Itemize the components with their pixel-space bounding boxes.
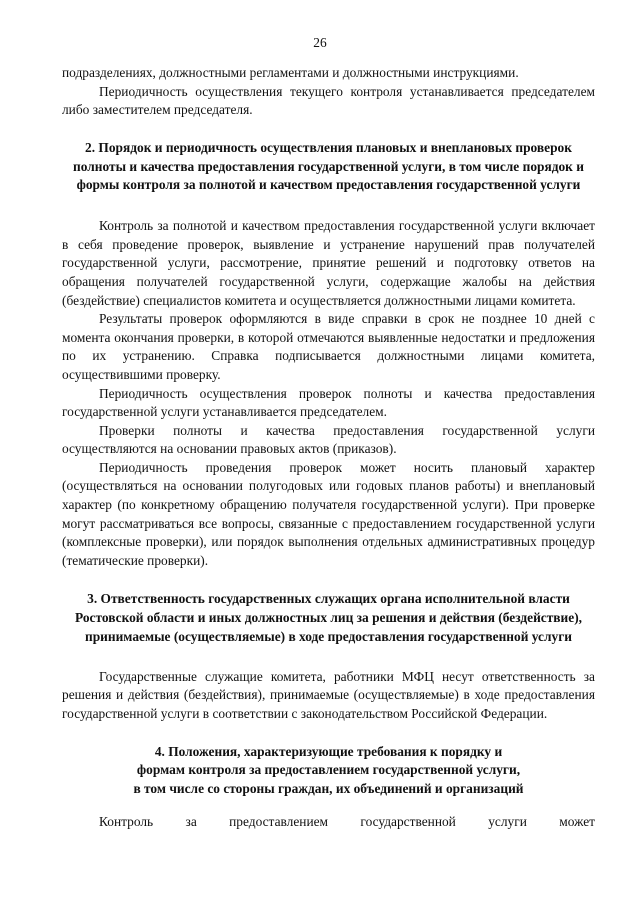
section-2-heading: 2. Порядок и периодичность осуществления плановых и внеплановых проверок полноты и качества предоставления государственной услуги, в том числе порядок и формы контроля за полнотой и качеством предоставления государственной услуги (73, 139, 584, 193)
paragraph: Периодичность осуществления проверок полноты и качества предоставления государственной услуги устанавливается председателем. (62, 385, 595, 420)
page-number: 26 (313, 35, 327, 50)
paragraph: Проверки полноты и качества предоставления государственной услуги осуществляются на основании правовых актов (приказов). (62, 422, 595, 457)
heading-line: 4. Положения, характеризующие требования к порядку и (154, 743, 503, 759)
continuation-text: подразделениях, должностными регламентами и должностными инструкциями. (62, 65, 519, 80)
paragraph: Государственные служащие комитета, работники МФЦ несут ответственность за решения и действия (бездействия), принимаемые (осуществляемые) в ходе предоставления государственной услуги в соответствии с законодательством Российской Федерации. (62, 668, 595, 722)
paragraph: Периодичность проведения проверок может носить плановый характер (осуществляться на основании полугодовых или годовых планов работы) и внеплановый характер (по конкретному обращению получателя государственной услуги). При проверке могут рассматриваться все вопросы, связанные с предоставлением государственной услуги (комплексные проверки), или порядок выполнения отдельных административных процедур (тематические проверки). (62, 459, 595, 568)
paragraph: Результаты проверок оформляются в виде справки в срок не позднее 10 дней с момента окончания проверки, в которой отмечаются выявленные недостатки и предложения по их устранению. Справка подписывается должностными лицами комитета, осуществившими проверку. (62, 311, 595, 382)
paragraph: Периодичность осуществления текущего контроля устанавливается председателем либо заместителем председателя. (62, 83, 595, 118)
paragraph: Контроль за предоставлением государственной услуги может (99, 814, 595, 830)
paragraph: Контроль за полнотой и качеством предоставления государственной услуги включает в себя проведение проверок, выявление и устранение нарушений прав получателей государственной услуги, рассмотрение, принятие решений и подготовку ответов на обращения получателей государственной услуги, содержащие жалобы на действия (бездействие) специалистов комитета и осуществляется должностными лицами комитета. (62, 218, 595, 308)
section-3-heading: 3. Ответственность государственных служащих органа исполнительной власти Ростовской области и иных должностных лиц за решения и действия (бездействие), принимаемые (осуществляемые) в ходе предоставления государственной услуги (74, 591, 583, 645)
section-4-heading (62, 743, 595, 799)
heading-line: формам контроля за предоставлением государственной услуги, (136, 762, 521, 778)
heading-line: в том числе со стороны граждан, их объединений и организаций (133, 781, 524, 797)
page-content (62, 64, 595, 832)
